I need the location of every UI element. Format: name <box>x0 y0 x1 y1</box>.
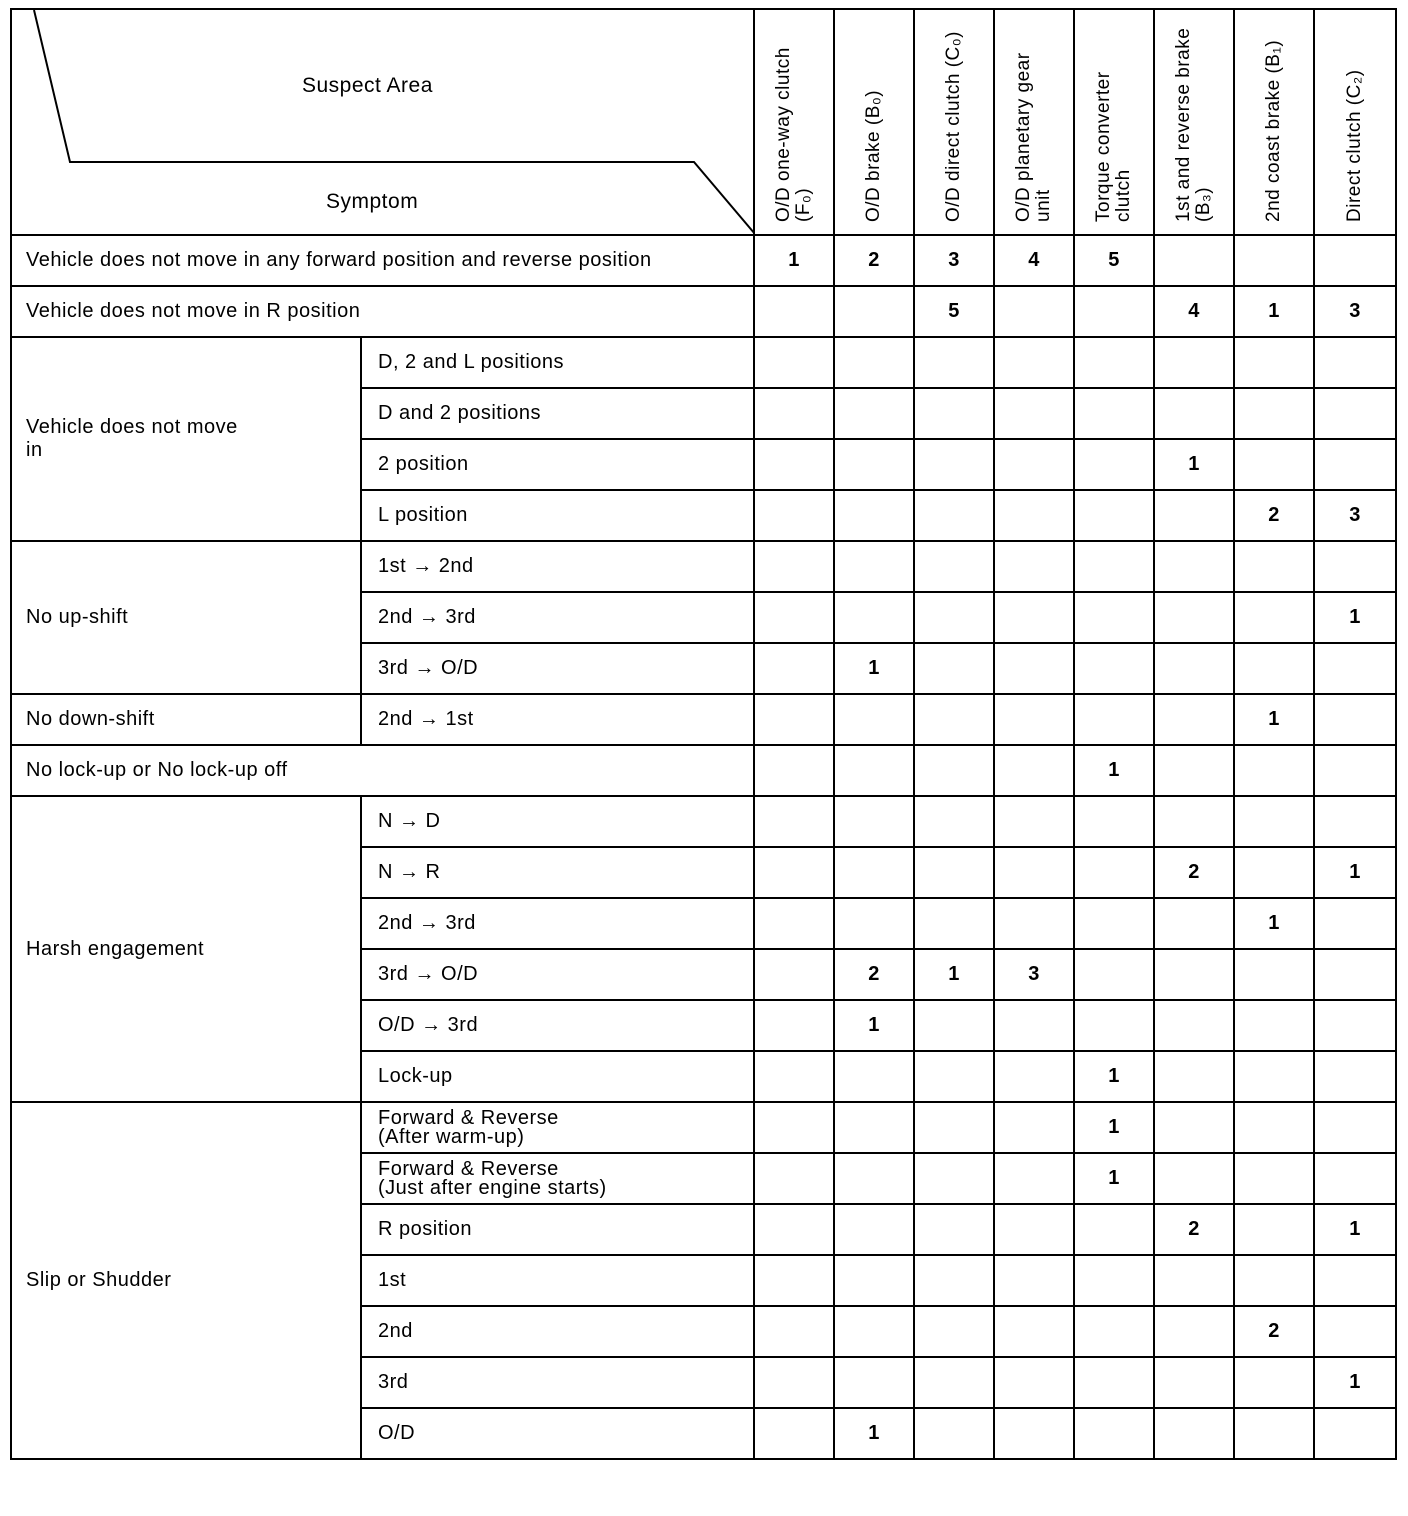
value-cell <box>834 796 914 847</box>
value-cell <box>1314 1000 1396 1051</box>
value-cell <box>1154 694 1234 745</box>
value-cell: 4 <box>994 235 1074 286</box>
value-cell <box>1154 490 1234 541</box>
value-cell <box>1154 745 1234 796</box>
value-cell <box>994 1000 1074 1051</box>
value-cell <box>914 1255 994 1306</box>
value-cell <box>1234 592 1314 643</box>
value-cell <box>994 847 1074 898</box>
condition-cell: 2nd → 3rd <box>361 592 754 643</box>
value-cell <box>754 490 834 541</box>
value-cell <box>834 1051 914 1102</box>
value-cell <box>1234 1357 1314 1408</box>
value-cell <box>914 1204 994 1255</box>
value-cell <box>914 745 994 796</box>
value-cell <box>1154 1000 1234 1051</box>
value-cell <box>1154 1102 1234 1153</box>
value-cell <box>994 490 1074 541</box>
value-cell <box>754 286 834 337</box>
value-cell <box>1074 847 1154 898</box>
value-cell <box>1074 694 1154 745</box>
value-cell <box>1234 1153 1314 1204</box>
value-cell <box>834 1153 914 1204</box>
value-cell <box>754 745 834 796</box>
value-cell: 5 <box>1074 235 1154 286</box>
suspect-area-label: Suspect Area <box>302 74 433 97</box>
value-cell <box>914 1000 994 1051</box>
value-cell <box>994 1204 1074 1255</box>
symptom-group-cell: Vehicle does not move in <box>11 337 361 541</box>
value-cell <box>1314 949 1396 1000</box>
value-cell <box>834 337 914 388</box>
value-cell <box>834 490 914 541</box>
table-row <box>11 541 1396 592</box>
value-cell: 3 <box>914 235 994 286</box>
value-cell: 1 <box>1314 1204 1396 1255</box>
value-cell <box>1074 388 1154 439</box>
value-cell <box>754 643 834 694</box>
value-cell <box>914 1306 994 1357</box>
value-cell <box>994 541 1074 592</box>
table-row <box>11 694 1396 745</box>
value-cell <box>754 388 834 439</box>
value-cell <box>1314 643 1396 694</box>
value-cell <box>994 1408 1074 1459</box>
value-cell: 2 <box>1154 1204 1234 1255</box>
value-cell <box>1074 592 1154 643</box>
value-cell <box>1314 439 1396 490</box>
value-cell <box>834 592 914 643</box>
diagnosis-table-sheet <box>10 8 1395 1508</box>
condition-cell: O/D <box>361 1408 754 1459</box>
value-cell <box>754 592 834 643</box>
condition-cell: D, 2 and L positions <box>361 337 754 388</box>
value-cell <box>994 388 1074 439</box>
value-cell <box>754 1408 834 1459</box>
value-cell <box>834 694 914 745</box>
value-cell <box>1154 592 1234 643</box>
table-row <box>11 796 1396 847</box>
value-cell <box>754 898 834 949</box>
value-cell <box>1074 1255 1154 1306</box>
value-cell <box>834 898 914 949</box>
condition-cell: Lock-up <box>361 1051 754 1102</box>
value-cell <box>994 1306 1074 1357</box>
value-cell <box>834 1204 914 1255</box>
table-row <box>11 235 1396 286</box>
value-cell <box>754 847 834 898</box>
value-cell <box>994 796 1074 847</box>
value-cell: 3 <box>994 949 1074 1000</box>
value-cell <box>994 1255 1074 1306</box>
value-cell <box>914 847 994 898</box>
value-cell <box>834 847 914 898</box>
value-cell: 1 <box>1074 1051 1154 1102</box>
value-cell <box>914 1102 994 1153</box>
value-cell <box>1234 439 1314 490</box>
value-cell <box>1074 898 1154 949</box>
value-cell: 1 <box>1234 286 1314 337</box>
value-cell <box>1314 235 1396 286</box>
condition-cell: 1st → 2nd <box>361 541 754 592</box>
value-cell: 1 <box>754 235 834 286</box>
condition-cell: 2nd → 3rd <box>361 898 754 949</box>
value-cell <box>994 745 1074 796</box>
table-row <box>11 337 1396 388</box>
value-cell <box>1234 949 1314 1000</box>
symptom-group-cell: Slip or Shudder <box>11 1102 361 1459</box>
condition-cell: R position <box>361 1204 754 1255</box>
value-cell <box>1074 541 1154 592</box>
value-cell <box>1074 949 1154 1000</box>
value-cell <box>1234 745 1314 796</box>
value-cell: 1 <box>834 1408 914 1459</box>
value-cell: 2 <box>834 235 914 286</box>
value-cell <box>1154 643 1234 694</box>
value-cell <box>1234 1000 1314 1051</box>
col-header-2nd-coast-brake: 2nd coast brake (B₁) <box>1234 9 1314 235</box>
value-cell <box>994 1357 1074 1408</box>
value-cell <box>1314 541 1396 592</box>
value-cell <box>914 592 994 643</box>
value-cell <box>914 1153 994 1204</box>
value-cell <box>1314 337 1396 388</box>
value-cell <box>754 1051 834 1102</box>
symptom-cell: No lock-up or No lock-up off <box>11 745 754 796</box>
value-cell <box>994 1051 1074 1102</box>
symptom-cell: Vehicle does not move in any forward position and reverse position <box>11 235 754 286</box>
symptom-group-cell: No up-shift <box>11 541 361 694</box>
value-cell <box>914 439 994 490</box>
value-cell: 2 <box>1154 847 1234 898</box>
value-cell <box>994 643 1074 694</box>
col-header-od-brake: O/D brake (B₀) <box>834 9 914 235</box>
value-cell: 1 <box>1074 745 1154 796</box>
condition-cell: 2 position <box>361 439 754 490</box>
value-cell <box>754 694 834 745</box>
value-cell <box>1074 337 1154 388</box>
value-cell <box>1234 388 1314 439</box>
condition-cell: 2nd → 1st <box>361 694 754 745</box>
value-cell: 1 <box>834 643 914 694</box>
value-cell <box>834 745 914 796</box>
table-row <box>11 745 1396 796</box>
value-cell <box>1074 1000 1154 1051</box>
col-header-direct-clutch: Direct clutch (C₂) <box>1314 9 1396 235</box>
value-cell <box>1234 847 1314 898</box>
table-row <box>11 286 1396 337</box>
value-cell: 2 <box>1234 1306 1314 1357</box>
condition-cell: D and 2 positions <box>361 388 754 439</box>
value-cell <box>754 796 834 847</box>
condition-cell: Forward & Reverse (Just after engine starts) <box>361 1153 754 1204</box>
value-cell <box>754 337 834 388</box>
value-cell <box>994 1153 1074 1204</box>
value-cell <box>1154 796 1234 847</box>
col-header-od-direct-clutch: O/D direct clutch (C₀) <box>914 9 994 235</box>
value-cell <box>1314 1153 1396 1204</box>
value-cell <box>754 1204 834 1255</box>
value-cell <box>994 286 1074 337</box>
condition-cell: N → R <box>361 847 754 898</box>
condition-cell: N → D <box>361 796 754 847</box>
value-cell <box>754 541 834 592</box>
value-cell <box>914 337 994 388</box>
symptom-group-cell: No down-shift <box>11 694 361 745</box>
value-cell: 1 <box>834 1000 914 1051</box>
value-cell <box>754 1357 834 1408</box>
value-cell <box>754 1153 834 1204</box>
condition-cell: 1st <box>361 1255 754 1306</box>
value-cell: 4 <box>1154 286 1234 337</box>
header-diagonal-cell <box>11 9 754 235</box>
header-row <box>11 9 1396 235</box>
value-cell <box>994 337 1074 388</box>
value-cell <box>834 1357 914 1408</box>
value-cell <box>994 592 1074 643</box>
value-cell <box>1074 1408 1154 1459</box>
value-cell <box>1234 235 1314 286</box>
value-cell <box>1154 898 1234 949</box>
value-cell <box>1314 388 1396 439</box>
value-cell <box>914 541 994 592</box>
condition-cell: Forward & Reverse (After warm-up) <box>361 1102 754 1153</box>
value-cell <box>834 1255 914 1306</box>
value-cell <box>1074 643 1154 694</box>
value-cell <box>834 541 914 592</box>
suspect-area-table <box>10 8 1397 1460</box>
value-cell <box>1074 796 1154 847</box>
value-cell: 1 <box>1074 1153 1154 1204</box>
value-cell <box>1154 1306 1234 1357</box>
symptom-cell: Vehicle does not move in R position <box>11 286 754 337</box>
value-cell: 3 <box>1314 286 1396 337</box>
value-cell <box>834 286 914 337</box>
value-cell <box>914 388 994 439</box>
value-cell <box>1154 1255 1234 1306</box>
value-cell <box>1154 1408 1234 1459</box>
value-cell <box>994 1102 1074 1153</box>
col-header-1st-reverse-brake: 1st and reverse brake (B₃) <box>1154 9 1234 235</box>
value-cell <box>754 1000 834 1051</box>
value-cell <box>1154 1153 1234 1204</box>
value-cell <box>994 898 1074 949</box>
value-cell <box>754 1255 834 1306</box>
value-cell: 1 <box>1154 439 1234 490</box>
col-header-od-planetary-gear-unit: O/D planetary gear unit <box>994 9 1074 235</box>
value-cell: 1 <box>914 949 994 1000</box>
value-cell <box>914 1357 994 1408</box>
condition-cell: L position <box>361 490 754 541</box>
condition-cell: 3rd <box>361 1357 754 1408</box>
col-header-od-one-way-clutch: O/D one-way clutch (F₀) <box>754 9 834 235</box>
value-cell: 2 <box>834 949 914 1000</box>
value-cell <box>1154 541 1234 592</box>
value-cell <box>834 439 914 490</box>
value-cell <box>1074 439 1154 490</box>
condition-cell: 3rd → O/D <box>361 643 754 694</box>
value-cell <box>1154 235 1234 286</box>
value-cell <box>1154 388 1234 439</box>
value-cell <box>754 1306 834 1357</box>
value-cell <box>1074 1357 1154 1408</box>
value-cell <box>1314 1306 1396 1357</box>
value-cell <box>914 796 994 847</box>
value-cell <box>1074 490 1154 541</box>
value-cell <box>1314 898 1396 949</box>
value-cell <box>1234 1051 1314 1102</box>
value-cell: 5 <box>914 286 994 337</box>
value-cell <box>834 1102 914 1153</box>
value-cell <box>914 898 994 949</box>
col-header-torque-converter-clutch: Torque converter clutch <box>1074 9 1154 235</box>
value-cell: 1 <box>1314 1357 1396 1408</box>
value-cell: 1 <box>1234 898 1314 949</box>
symptom-label: Symptom <box>326 190 419 213</box>
condition-cell: O/D → 3rd <box>361 1000 754 1051</box>
value-cell <box>1314 694 1396 745</box>
value-cell <box>1074 1306 1154 1357</box>
value-cell <box>1314 1255 1396 1306</box>
condition-cell: 2nd <box>361 1306 754 1357</box>
value-cell <box>1234 1102 1314 1153</box>
value-cell <box>1154 949 1234 1000</box>
value-cell <box>914 643 994 694</box>
value-cell <box>1314 1102 1396 1153</box>
symptom-group-cell: Harsh engagement <box>11 796 361 1102</box>
value-cell <box>1154 337 1234 388</box>
value-cell: 1 <box>1314 847 1396 898</box>
value-cell <box>754 439 834 490</box>
value-cell <box>1234 1255 1314 1306</box>
value-cell <box>1234 1204 1314 1255</box>
value-cell: 2 <box>1234 490 1314 541</box>
value-cell <box>1234 1408 1314 1459</box>
table-row <box>11 1102 1396 1153</box>
value-cell: 3 <box>1314 490 1396 541</box>
value-cell <box>834 388 914 439</box>
value-cell <box>754 1102 834 1153</box>
value-cell <box>914 1408 994 1459</box>
value-cell <box>994 694 1074 745</box>
value-cell <box>1154 1357 1234 1408</box>
value-cell <box>834 1306 914 1357</box>
value-cell <box>1234 643 1314 694</box>
condition-cell: 3rd → O/D <box>361 949 754 1000</box>
value-cell <box>914 1051 994 1102</box>
value-cell <box>1314 796 1396 847</box>
value-cell <box>1234 796 1314 847</box>
value-cell: 1 <box>1314 592 1396 643</box>
value-cell <box>754 949 834 1000</box>
value-cell <box>1234 337 1314 388</box>
value-cell <box>914 694 994 745</box>
value-cell <box>994 439 1074 490</box>
value-cell <box>1154 1051 1234 1102</box>
value-cell: 1 <box>1074 1102 1154 1153</box>
value-cell <box>1314 745 1396 796</box>
value-cell <box>1314 1408 1396 1459</box>
value-cell: 1 <box>1234 694 1314 745</box>
value-cell <box>1234 541 1314 592</box>
value-cell <box>1074 1204 1154 1255</box>
value-cell <box>1074 286 1154 337</box>
value-cell <box>1314 1051 1396 1102</box>
value-cell <box>914 490 994 541</box>
